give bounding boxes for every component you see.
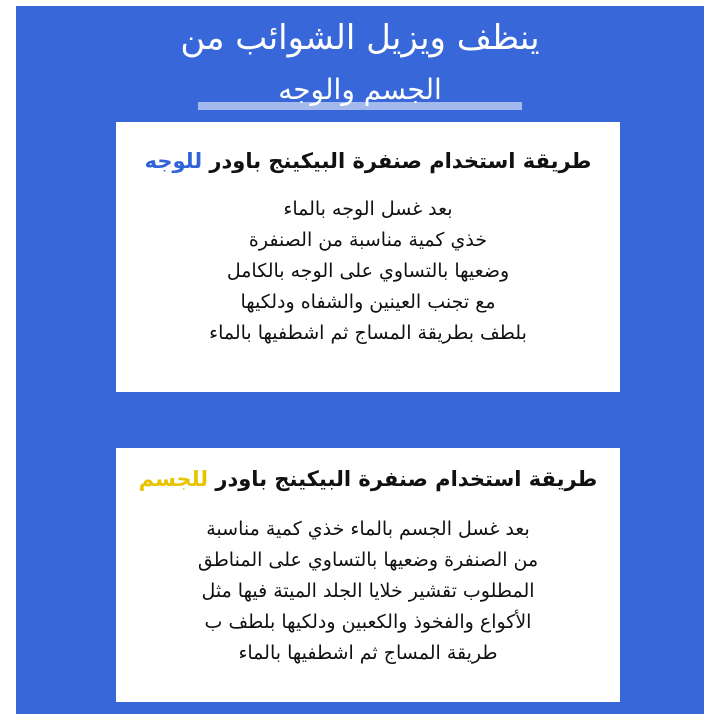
poster-background — [16, 6, 704, 714]
face-instruction-line: بعد غسل الوجه بالماء — [283, 198, 453, 220]
body-card-instructions — [116, 514, 620, 669]
face-instruction-line: مع تجنب العينين والشفاه ودلكيها — [240, 291, 496, 313]
body-instruction-line: طريقة المساج ثم اشطفيها بالماء — [238, 642, 498, 664]
headline-line-2: الجسم والوجه — [278, 73, 442, 106]
body-instruction-line: بعد غسل الجسم بالماء خذي كمية مناسبة — [206, 518, 530, 540]
face-usage-card — [116, 122, 620, 392]
face-instruction-line: خذي كمية مناسبة من الصنفرة — [248, 229, 488, 251]
body-card-title — [116, 462, 620, 496]
headline-line-1: ينظف ويزيل الشوائب من — [180, 18, 540, 58]
face-card-title — [116, 144, 620, 178]
body-instruction-line: المطلوب تقشير خلايا الجلد الميتة فيها مثل — [201, 580, 535, 602]
face-card-title-accent: للوجه — [144, 149, 203, 173]
face-instruction-line: وضعيها بالتساوي على الوجه بالكامل — [226, 260, 510, 282]
face-card-title-prefix: طريقة استخدام صنفرة البيكينج باودر — [202, 149, 592, 173]
body-instruction-line: من الصنفرة وضعيها بالتساوي على المناطق — [197, 549, 539, 571]
body-instruction-line: الأكواع والفخوذ والكعبين ودلكيها بلطف ب — [204, 611, 532, 633]
face-instruction-line: بلطف بطريقة المساج ثم اشطفيها بالماء — [209, 322, 527, 344]
body-card-title-accent: للجسم — [138, 467, 209, 491]
face-card-instructions — [116, 194, 620, 349]
body-card-title-prefix: طريقة استخدام صنفرة البيكينج باودر — [208, 467, 598, 491]
body-usage-card — [116, 448, 620, 702]
